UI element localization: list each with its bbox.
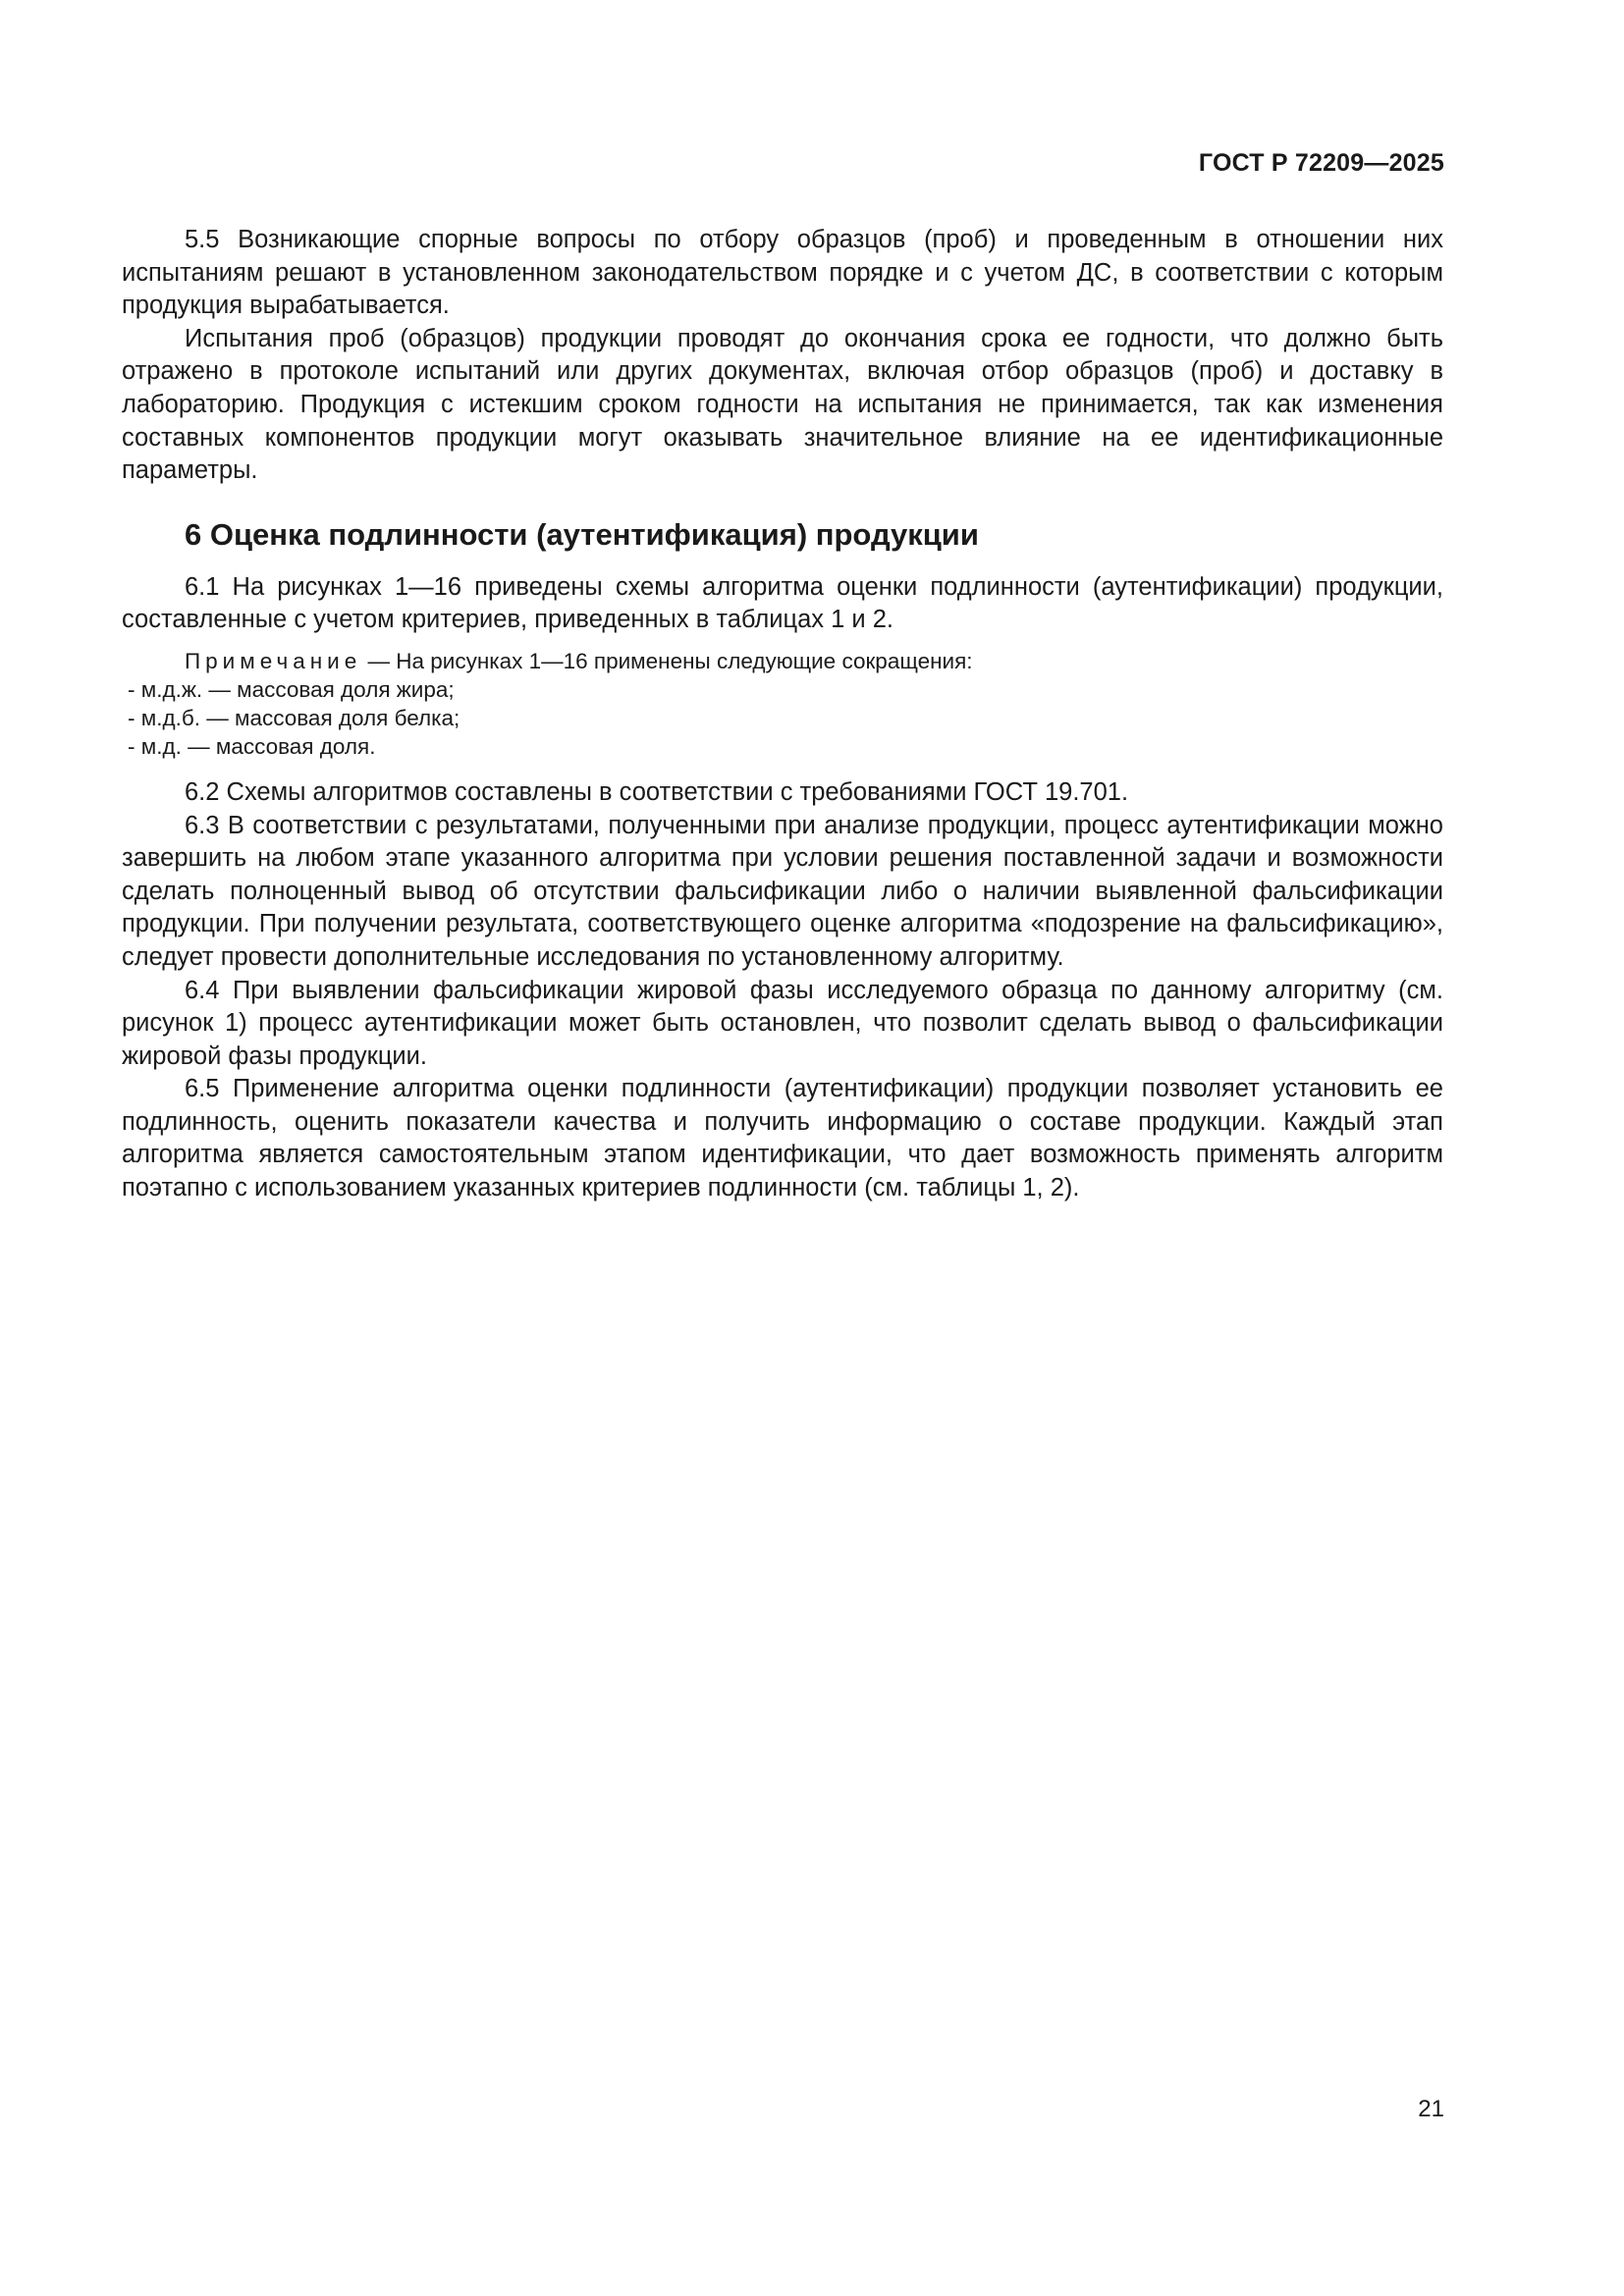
paragraph-6-3: 6.3 В соответствии с результатами, полученными при анализе продукции, процесс аутентификации можно завершить на любом этапе указанного алгоритма при условии решения поставленной задачи и возможности сделать полноценный вывод об отсутствии фальсификации либо о наличии выявленной фальсификации продукции. При получении результата, соответствующего оценке алгоритма «подозрение на фальсификацию», следует провести дополнительные исследования по установленному алгоритму. bbox=[122, 811, 1443, 971]
note-item: - м.д.ж. — массовая доля жира; bbox=[128, 676, 455, 702]
paragraph-5-5: 5.5 Возникающие спорные вопросы по отбору образцов (проб) и проведенным в отношении них испытаниям решают в установленном законодательством порядке и с учетом ДС, в соответствии с которым продукция вырабатывается. bbox=[122, 226, 1443, 320]
note-heading bbox=[122, 647, 1443, 675]
paragraph-6-5: 6.5 Применение алгоритма оценки подлинности (аутентификации) продукции позволяет установить ее подлинность, оценить показатели качества и получить информацию о составе продукции. Каждый этап алгоритма является самостоятельным этапом идентификации, что дает возможность применять алгоритм поэтапно с использованием указанных критериев подлинности (см. таблицы 1, 2). bbox=[122, 1075, 1443, 1202]
note-item: - м.д. — массовая доля. bbox=[128, 733, 376, 759]
note-text: — На рисунках 1—16 применены следующие сокращения: bbox=[367, 648, 973, 673]
note-block bbox=[122, 647, 1443, 761]
document-header: ГОСТ Р 72209—2025 bbox=[1198, 149, 1444, 177]
note-label: Примечание bbox=[185, 648, 362, 673]
paragraph-6-1: 6.1 На рисунках 1—16 приведены схемы алгоритма оценки подлинности (аутентификации) продукции, составленные с учетом критериев, приведенных в таблицах 1 и 2. bbox=[122, 572, 1443, 634]
page-number: 21 bbox=[1418, 2096, 1444, 2122]
section-6-title: 6 Оценка подлинности (аутентификация) продукции bbox=[185, 516, 979, 552]
note-item: - м.д.б. — массовая доля белка; bbox=[128, 705, 460, 730]
paragraph-testing: Испытания проб (образцов) продукции проводят до окончания срока ее годности, что должно быть отражено в протоколе испытаний или других документах, включая отбор образцов (проб) и доставку в лабораторию. Продукция с истекшим сроком годности на испытания не принимается, так как изменения составных компонентов продукции могут оказывать значительное влияние на ее идентификационные параметры. bbox=[122, 324, 1443, 485]
page-content bbox=[122, 224, 1443, 1205]
paragraph-6-2: 6.2 Схемы алгоритмов составлены в соответствии с требованиями ГОСТ 19.701. bbox=[185, 777, 1129, 806]
paragraph-6-4: 6.4 При выявлении фальсификации жировой фазы исследуемого образца по данному алгоритму (см. рисунок 1) процесс аутентификации может быть остановлен, что позволит сделать вывод о фальсификации жировой фазы продукции. bbox=[122, 976, 1443, 1070]
